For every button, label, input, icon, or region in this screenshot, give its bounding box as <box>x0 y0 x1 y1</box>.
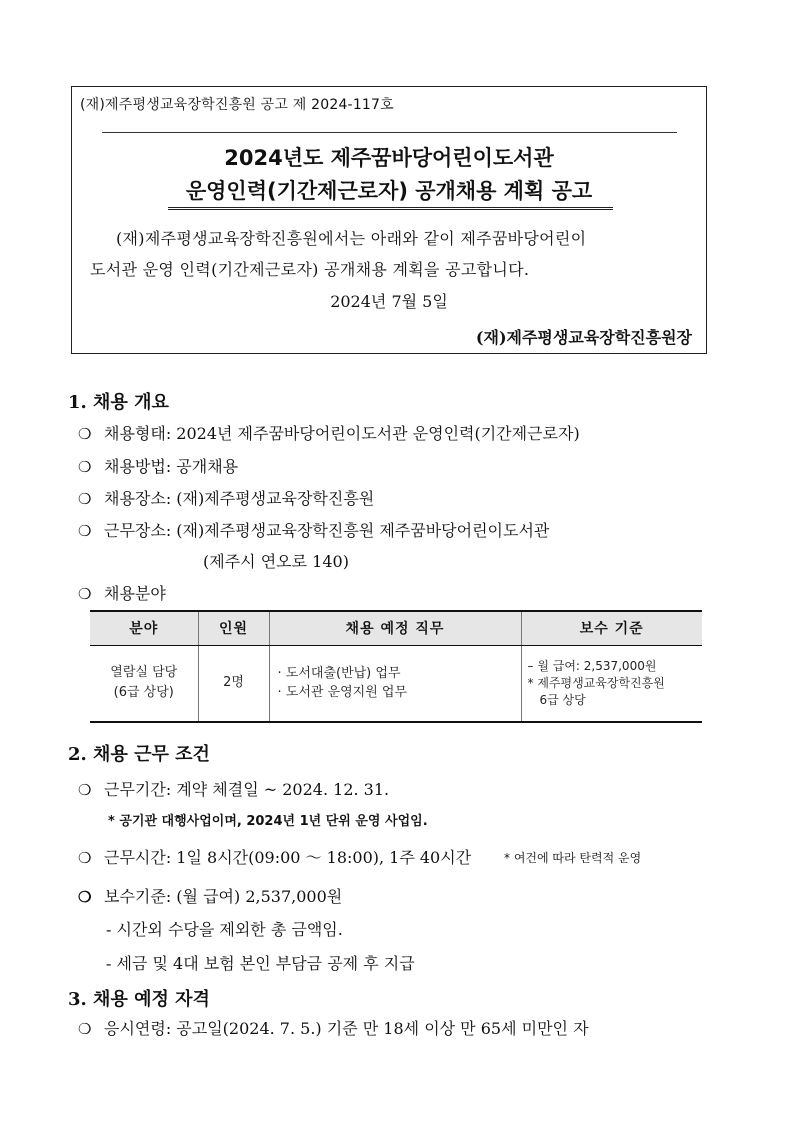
section1-item-method <box>78 454 238 477</box>
table-row <box>90 645 702 722</box>
field-grade: (6급 상당) <box>113 685 174 701</box>
section3-heading: 3. 채용 예정 자격 <box>68 989 210 1010</box>
cell-salary <box>521 645 702 722</box>
table-header-row <box>90 611 702 645</box>
hours-note: * 여건에 따라 탄력적 운영 <box>504 851 642 865</box>
section1-item-field <box>78 581 166 604</box>
section2-item-salary <box>78 884 342 907</box>
title-underline <box>168 207 613 210</box>
item-text: 채용분야 <box>104 584 166 603</box>
bullet-icon: ❍ <box>78 585 92 603</box>
item-text: 근무기간: 계약 체결일 ~ 2024. 12. 31. <box>104 780 390 799</box>
section2-item-hours <box>78 845 471 868</box>
section1-heading: 1. 채용 개요 <box>68 392 169 413</box>
period-note: * 공기관 대행사업이며, 2024년 1년 단위 운영 사업임. <box>108 814 428 829</box>
notice-issuer: (재)제주평생교육장학진흥원장 <box>475 328 692 347</box>
bullet-icon: ❍ <box>78 781 92 799</box>
notice-intro-line1: (재)제주평생교육장학진흥원에서는 아래와 같이 제주꿈바당어린이 <box>116 229 587 248</box>
header-field: 분야 <box>90 611 198 645</box>
bullet-icon: ❍ <box>78 458 92 476</box>
section2-heading: 2. 채용 근무 조건 <box>68 744 210 765</box>
item-text: 보수기준: (월 급여) 2,537,000원 <box>104 887 343 906</box>
item-text: 채용장소: (재)제주평생교육장학진흥원 <box>104 489 375 508</box>
bullet-icon: ❍ <box>78 425 92 443</box>
bullet-icon: ❍ <box>78 849 92 867</box>
bullet-icon: ❍ <box>78 522 92 540</box>
duty-item: · 도서관 운영지원 업무 <box>277 685 408 701</box>
section1-item-workplace <box>78 518 549 541</box>
notice-number: (재)제주평생교육장학진흥원 공고 제 2024-117호 <box>80 97 394 113</box>
salary-note: * 제주평생교육장학진흥원 <box>527 675 665 690</box>
recruitment-table <box>90 610 702 723</box>
header-count: 인원 <box>198 611 269 645</box>
workplace-address: (제주시 연오로 140) <box>203 552 349 571</box>
salary-grade: 6급 상당 <box>539 692 586 707</box>
notice-title-line2: 운영인력(기간제근로자) 공개채용 계획 공고 <box>185 179 593 203</box>
header-salary: 보수 기준 <box>521 611 702 645</box>
bullet-filled-icon: ❍ <box>78 888 92 906</box>
section2-item-period <box>78 777 389 800</box>
cell-field <box>90 645 198 722</box>
item-text: 응시연령: 공고일(2024. 7. 5.) 기준 만 18세 이상 만 65세 미만인 자 <box>104 1019 589 1038</box>
bullet-icon: ❍ <box>78 1020 92 1038</box>
salary-amount: – 월 급여: 2,537,000원 <box>527 658 657 673</box>
notice-date: 2024년 7월 5일 <box>330 292 448 311</box>
item-text: 채용방법: 공개채용 <box>104 457 239 476</box>
duty-item: · 도서대출(반납) 업무 <box>277 666 401 682</box>
notice-title-line1: 2024년도 제주꿈바당어린이도서관 <box>224 146 554 170</box>
section3-item-age <box>78 1016 589 1039</box>
cell-count: 2명 <box>198 645 269 722</box>
section1-item-place <box>78 486 374 509</box>
item-text: 채용형태: 2024년 제주꿈바당어린이도서관 운영인력(기간제근로자) <box>104 424 580 443</box>
notice-box <box>71 86 707 354</box>
salary-note-1: - 시간외 수당을 제외한 총 금액임. <box>106 920 343 939</box>
item-text: 근무시간: 1일 8시간(09:00 ～ 18:00), 1주 40시간 <box>104 848 472 867</box>
bullet-icon: ❍ <box>78 490 92 508</box>
notice-intro-line2: 도서관 운영 인력(기간제근로자) 공개채용 계획을 공고합니다. <box>90 260 530 279</box>
header-duty: 채용 예정 직무 <box>269 611 521 645</box>
notice-divider <box>102 132 677 133</box>
cell-duty <box>269 645 521 722</box>
section1-item-type <box>78 421 580 444</box>
salary-note-2: - 세금 및 4대 보험 본인 부담금 공제 후 지급 <box>106 954 415 973</box>
item-text: 근무장소: (재)제주평생교육장학진흥원 제주꿈바당어린이도서관 <box>104 521 550 540</box>
field-name: 열람실 담당 <box>110 665 178 681</box>
